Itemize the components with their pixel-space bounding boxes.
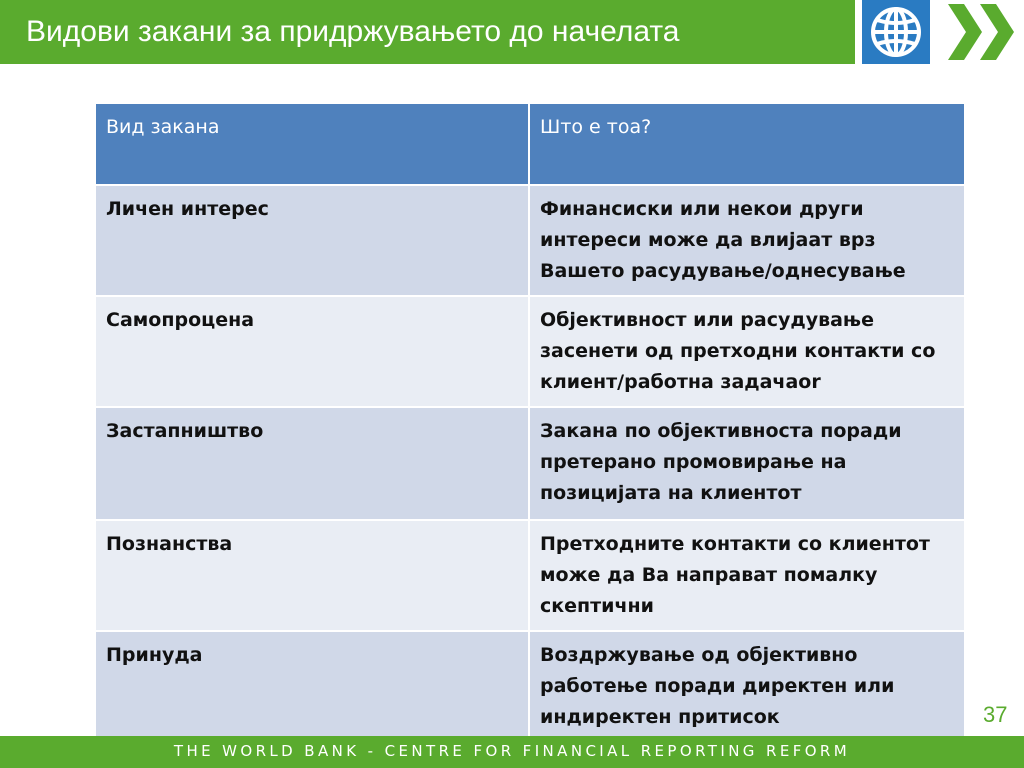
table-cell-description: Закана по објективноста поради претерано промовирање на позицијата на клиентот	[529, 407, 965, 520]
title-bar	[0, 0, 855, 64]
column-header-description: Што е тоа?	[529, 103, 965, 185]
table-cell-threat-type: Самопроцена	[95, 296, 529, 407]
table-cell-description: Објективност или расудување засенети од претходни контакти со клиент/работна задачаоr	[529, 296, 965, 407]
table-cell-threat-type: Личен интерес	[95, 185, 529, 296]
table-header-row	[95, 103, 965, 185]
footer-bar	[0, 736, 1024, 768]
table-row	[95, 520, 965, 631]
page-number: 37	[983, 702, 1008, 727]
table-cell-description: Воздржување од објективно работење поради директен или индиректен притисок	[529, 631, 965, 742]
table-cell-description: Претходните контакти со клиентот може да Ва направат помалку скептични	[529, 520, 965, 631]
table-row	[95, 185, 965, 296]
threats-table	[94, 102, 966, 743]
table-row	[95, 407, 965, 520]
table-cell-description: Финансиски или некои други интереси може да влијаат врз Вашето расудување/однесување	[529, 185, 965, 296]
table-cell-threat-type: Принуда	[95, 631, 529, 742]
table-cell-threat-type: Застапништво	[95, 407, 529, 520]
footer-text: THE WORLD BANK - CENTRE FOR FINANCIAL REPORTING REFORM	[173, 742, 851, 760]
double-chevron-icon	[940, 0, 1024, 64]
table-row	[95, 631, 965, 742]
table-cell-threat-type: Познанства	[95, 520, 529, 631]
column-header-threat-type: Вид закана	[95, 103, 529, 185]
logo	[862, 0, 930, 64]
slide-title: Видови закани за придржувањето до начелата	[26, 15, 680, 48]
world-bank-globe-icon	[869, 3, 923, 61]
table-row	[95, 296, 965, 407]
